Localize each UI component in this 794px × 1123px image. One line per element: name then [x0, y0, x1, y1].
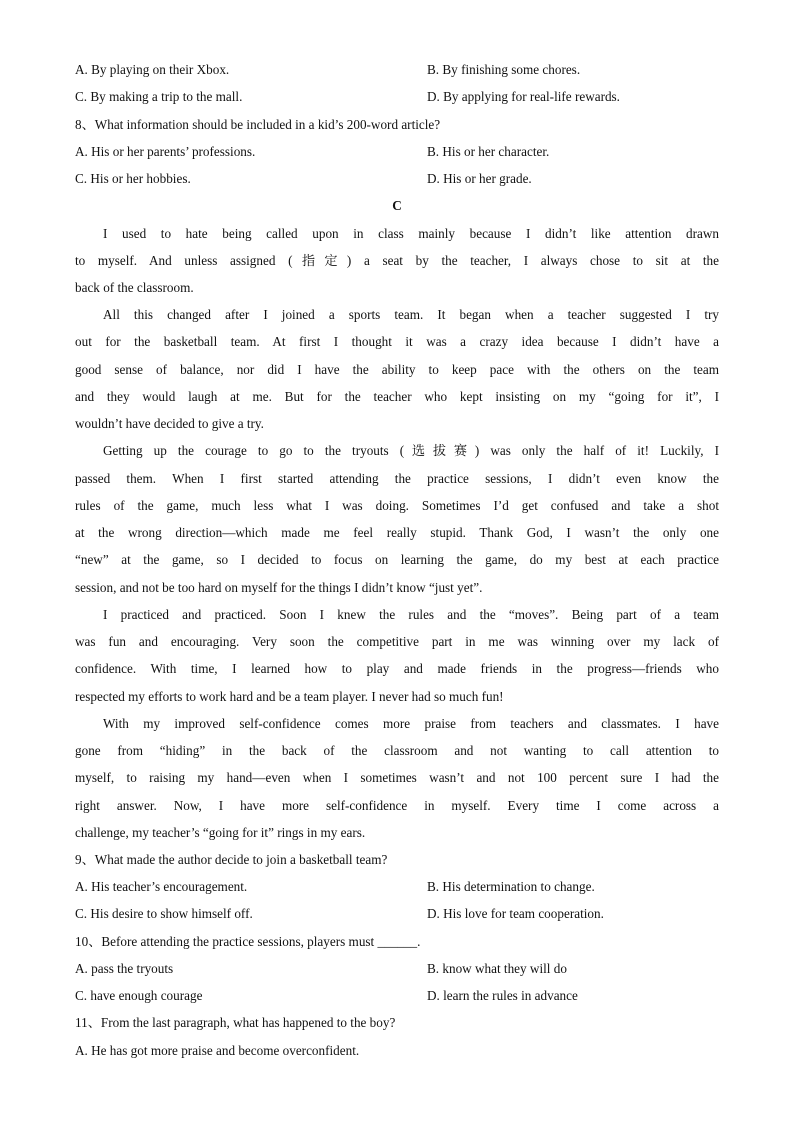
passage-line: and they would laugh at me. But for the teacher who kept insisting on my “going for it”, I [75, 389, 719, 404]
q10-option-a: A. pass the tryouts [75, 961, 174, 976]
passage-line: myself, to raising my hand—even when I sometimes wasn’t and not 100 percent sure I had the [75, 770, 719, 785]
passage-line: wouldn’t have decided to give a try. [75, 416, 264, 431]
passage-line: to myself. And unless assigned (指定) a seat by the teacher, I always chose to sit at the [75, 253, 719, 268]
passage-line: was fun and encouraging. Very soon the competitive part in me was winning over my lack of [75, 634, 719, 649]
q9-question: 9、What made the author decide to join a basketball team? [75, 852, 388, 867]
q11-question: 11、From the last paragraph, what has happened to the boy? [75, 1015, 396, 1030]
q10-option-d: D. learn the rules in advance [427, 988, 578, 1003]
passage-line: out for the basketball team. At first I thought it was a crazy idea because I didn’t have a [75, 334, 719, 349]
q9-options-row-1 [75, 877, 719, 897]
q11-option-a: A. He has got more praise and become overconfident. [75, 1043, 360, 1058]
q7-options-row-1 [75, 60, 719, 80]
q8-options-row-1 [75, 142, 719, 162]
q10-options-row-2 [75, 986, 719, 1006]
q8-option-d: D. His or her grade. [427, 171, 532, 186]
q10-option-c: C. have enough courage [75, 988, 203, 1003]
q8-question: 8、What information should be included in a kid’s 200-word article? [75, 117, 441, 132]
q7-option-b: B. By finishing some chores. [427, 62, 581, 77]
passage-line: passed them. When I first started attending the practice sessions, I didn’t even know the [75, 471, 719, 486]
q7-option-c: C. By making a trip to the mall. [75, 89, 243, 104]
q7-option-a: A. By playing on their Xbox. [75, 62, 230, 77]
passage-line: at the wrong direction—which made me feel really stupid. Thank God, I wasn’t the only one [75, 525, 719, 540]
q9-option-b: B. His determination to change. [427, 879, 595, 894]
q8-option-a: A. His or her parents’ professions. [75, 144, 256, 159]
q9-option-d: D. His love for team cooperation. [427, 906, 604, 921]
q9-option-a: A. His teacher’s encouragement. [75, 879, 248, 894]
q10-option-b: B. know what they will do [427, 961, 567, 976]
q8-options-row-2 [75, 169, 719, 189]
q10-question: 10、Before attending the practice sessions, players must ______. [75, 934, 421, 949]
q8-option-c: C. His or her hobbies. [75, 171, 191, 186]
passage-line: respected my efforts to work hard and be a team player. I never had so much fun! [75, 689, 504, 704]
passage-line: I used to hate being called upon in class mainly because I didn’t like attention drawn [103, 226, 719, 241]
passage-line: “new” at the game, so I decided to focus on learning the game, do my best at each practice [75, 552, 719, 567]
q9-option-c: C. His desire to show himself off. [75, 906, 253, 921]
q8-option-b: B. His or her character. [427, 144, 550, 159]
passage-line: back of the classroom. [75, 280, 194, 295]
section-heading: C [392, 198, 402, 213]
passage-line: right answer. Now, I have more self-confidence in myself. Every time I come across a [75, 798, 719, 813]
passage-line: With my improved self-confidence comes more praise from teachers and classmates. I have [103, 716, 719, 731]
passage-line: challenge, my teacher’s “going for it” rings in my ears. [75, 825, 366, 840]
passage-line: Getting up the courage to go to the tryouts (选拔赛) was only the half of it! Luckily, I [103, 443, 719, 458]
passage-line: session, and not be too hard on myself for the things I didn’t know “just yet”. [75, 580, 483, 595]
passage-line: good sense of balance, nor did I have the ability to keep pace with the others on the team [75, 362, 719, 377]
passage-line: gone from “hiding” in the back of the classroom and not wanting to call attention to [75, 743, 719, 758]
q7-options-row-2 [75, 87, 719, 107]
passage-line: I practiced and practiced. Soon I knew the rules and the “moves”. Being part of a team [103, 607, 719, 622]
passage-line: confidence. With time, I learned how to play and made friends in the progress—friends who [75, 661, 719, 676]
passage-line: rules of the game, much less what I was doing. Sometimes I’d get confused and take a shot [75, 498, 719, 513]
q10-options-row-1 [75, 959, 719, 979]
q9-options-row-2 [75, 904, 719, 924]
passage-line: All this changed after I joined a sports team. It began when a teacher suggested I try [103, 307, 719, 322]
q7-option-d: D. By applying for real-life rewards. [427, 89, 620, 104]
